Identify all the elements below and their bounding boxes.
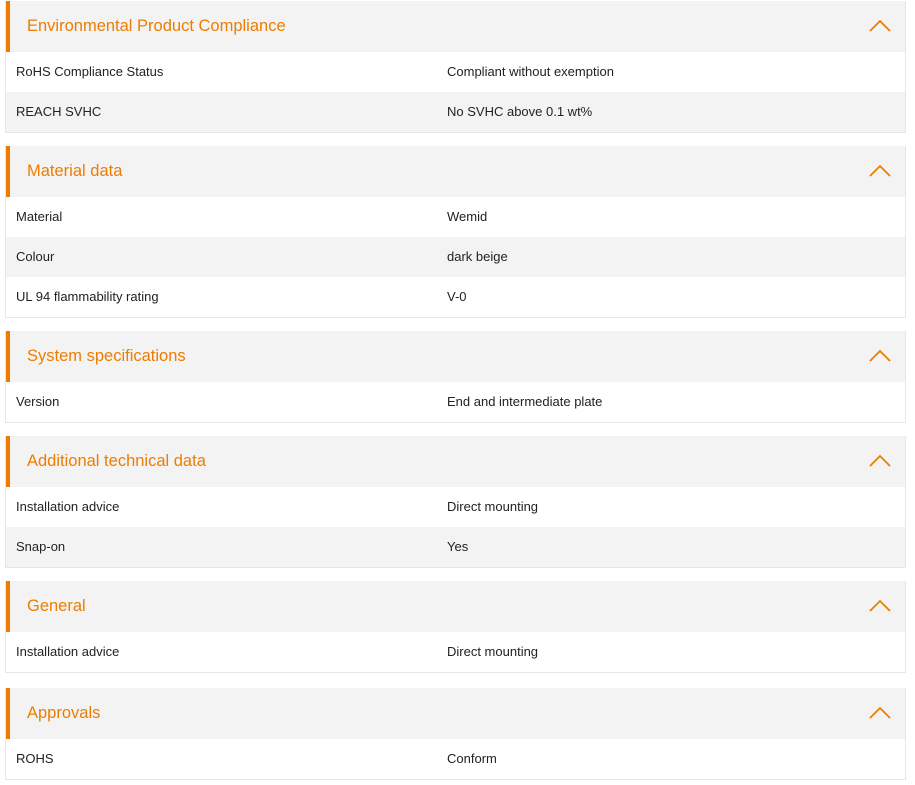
section-header[interactable] xyxy=(6,1,905,52)
table-row xyxy=(6,237,905,277)
section-header[interactable] xyxy=(6,581,905,632)
section-title: Environmental Product Compliance xyxy=(27,17,286,35)
section-header[interactable] xyxy=(6,688,905,739)
section-title: Approvals xyxy=(27,704,101,722)
section-header[interactable] xyxy=(6,331,905,382)
section-general xyxy=(5,581,906,673)
section-header[interactable] xyxy=(6,436,905,487)
row-value: V-0 xyxy=(447,289,467,304)
section-title: System specifications xyxy=(27,347,186,365)
row-value: End and intermediate plate xyxy=(447,394,603,409)
row-label: Version xyxy=(16,394,60,409)
row-label: Snap-on xyxy=(16,539,66,554)
row-value: Direct mounting xyxy=(447,499,539,514)
table-row xyxy=(6,197,905,237)
table-row xyxy=(6,277,905,317)
table-row xyxy=(6,632,905,672)
section-system-specifications xyxy=(5,331,906,423)
table-row xyxy=(6,739,905,779)
row-label: Material xyxy=(16,209,63,224)
section-title: Additional technical data xyxy=(27,452,206,470)
row-label: UL 94 flammability rating xyxy=(16,289,159,304)
row-value: Conform xyxy=(447,751,497,766)
row-value: Compliant without exemption xyxy=(447,64,614,79)
table-row xyxy=(6,527,905,567)
row-label: Installation advice xyxy=(16,644,120,659)
row-value: Wemid xyxy=(447,209,488,224)
row-label: Installation advice xyxy=(16,499,120,514)
section-environmental-product-compliance xyxy=(5,1,906,133)
section-approvals xyxy=(5,688,906,780)
table-row xyxy=(6,52,905,92)
row-value: Direct mounting xyxy=(447,644,539,659)
chevron-up-icon[interactable] xyxy=(869,18,891,32)
chevron-up-icon[interactable] xyxy=(869,348,891,362)
row-label: RoHS Compliance Status xyxy=(16,64,164,79)
section-material-data xyxy=(5,146,906,318)
section-header[interactable] xyxy=(6,146,905,197)
table-row xyxy=(6,487,905,527)
table-row xyxy=(6,92,905,132)
chevron-up-icon[interactable] xyxy=(869,598,891,612)
section-title: General xyxy=(27,597,86,615)
section-additional-technical-data xyxy=(5,436,906,568)
section-title: Material data xyxy=(27,162,123,180)
row-value: Yes xyxy=(447,539,469,554)
chevron-up-icon[interactable] xyxy=(869,453,891,467)
row-label: REACH SVHC xyxy=(16,104,102,119)
row-label: ROHS xyxy=(16,751,54,766)
chevron-up-icon[interactable] xyxy=(869,705,891,719)
chevron-up-icon[interactable] xyxy=(869,163,891,177)
table-row xyxy=(6,382,905,422)
row-value: dark beige xyxy=(447,249,508,264)
row-label: Colour xyxy=(16,249,55,264)
row-value: No SVHC above 0.1 wt% xyxy=(447,104,593,119)
